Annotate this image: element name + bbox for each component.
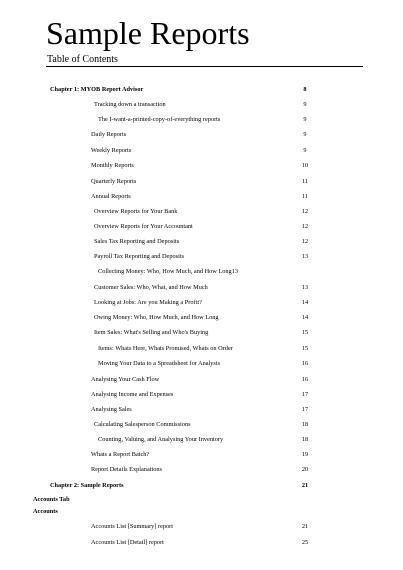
toc-entry-title: Analysing Your Cash Flow xyxy=(91,376,160,383)
toc-entry-title: Quarterly Reports xyxy=(91,178,137,185)
toc-entry-page-number: 11 xyxy=(301,193,309,200)
toc-entry-page-number: 11 xyxy=(301,178,309,185)
toc-entry-title: Analysing Sales xyxy=(91,406,132,413)
toc-entry-page-number: 10 xyxy=(301,162,309,169)
toc-entry[interactable] xyxy=(0,343,403,355)
toc-entry[interactable] xyxy=(0,84,403,96)
toc-entry-title: The I-want-a-printed-copy-of-everything reports xyxy=(98,116,221,123)
toc-entry[interactable] xyxy=(0,206,403,218)
toc-entry-title: Accounts List [Summary] report xyxy=(91,523,174,530)
toc-entry[interactable] xyxy=(0,537,403,549)
toc-entry-page-number: 20 xyxy=(301,466,309,473)
toc-entry[interactable] xyxy=(0,221,403,233)
toc-entry-title: Collecting Money: Who, How Much, and How Long13 xyxy=(98,268,238,275)
toc-entry[interactable] xyxy=(0,358,403,370)
toc-entry-page-number: 16 xyxy=(301,376,309,383)
toc-entry-page-number: 9 xyxy=(303,116,307,123)
toc-entry-title: Annual Reports xyxy=(91,193,131,200)
toc-entry-title: Owing Money: Who, How Much, and How Long xyxy=(94,314,219,321)
toc-entry[interactable] xyxy=(0,297,403,309)
toc-entry[interactable] xyxy=(0,521,403,533)
toc-entry[interactable] xyxy=(0,312,403,324)
toc-entry-page-number: 21 xyxy=(301,523,309,530)
toc-entry[interactable] xyxy=(0,251,403,263)
toc-entry[interactable] xyxy=(0,266,403,278)
toc-entry-page-number: 19 xyxy=(301,451,309,458)
toc-entry[interactable] xyxy=(0,160,403,172)
toc-entry-title: Item Sales: What's Selling and Who's Buying xyxy=(94,329,209,336)
toc-entry-title: Daily Reports xyxy=(91,131,127,138)
toc-entry-page-number: 9 xyxy=(303,131,307,138)
toc-entry[interactable] xyxy=(0,114,403,126)
toc-entry-page-number: 12 xyxy=(301,238,309,245)
toc-entry[interactable] xyxy=(0,129,403,141)
toc-entry-title: Overview Reports for Your Accountant xyxy=(94,223,193,230)
toc-entry-page-number: 25 xyxy=(301,539,309,546)
toc-entry-title: Weekly Reports xyxy=(91,147,132,154)
toc-entry-page-number: 8 xyxy=(303,86,307,93)
toc-entry-page-number: 21 xyxy=(301,482,309,489)
toc-entry-title: Items: Whats Here, Whats Promised, Whats on Order xyxy=(98,345,233,352)
toc-entry[interactable] xyxy=(0,434,403,446)
toc-entry[interactable] xyxy=(0,99,403,111)
toc-entry-title: Monthly Reports xyxy=(91,162,134,169)
toc-entry-page-number: 18 xyxy=(301,421,309,428)
toc-entry[interactable] xyxy=(0,374,403,386)
toc-entry[interactable] xyxy=(0,480,403,492)
toc-entry-title: Sales Tax Reporting and Deposits xyxy=(94,238,180,245)
toc-entry-page-number: 14 xyxy=(301,299,309,306)
toc-entry-page-number: 16 xyxy=(301,360,309,367)
toc-entry-title: Calculating Salesperson Commissions xyxy=(94,421,191,428)
toc-entry[interactable] xyxy=(0,191,403,203)
document-title: Sample Reports xyxy=(46,15,250,51)
toc-entry-title: Analysing Income and Expenses xyxy=(91,391,174,398)
toc-entry-title: Accounts List [Detail] report xyxy=(91,539,164,546)
toc-entry[interactable] xyxy=(0,176,403,188)
toc-entry-title: Report Details Explanations xyxy=(91,466,162,473)
toc-entry-title: Looking at Jobs: Are you Making a Profit? xyxy=(94,299,202,306)
toc-entry-page-number: 15 xyxy=(301,345,309,352)
toc-entry[interactable] xyxy=(0,145,403,157)
document-subtitle: Table of Contents xyxy=(47,54,118,65)
toc-entry-title: Customer Sales: Who, What, and How Much xyxy=(94,284,208,291)
toc-entry-page-number: 12 xyxy=(301,208,309,215)
toc-entry-page-number: 17 xyxy=(301,406,309,413)
toc-entry-title: Whats a Report Batch? xyxy=(91,451,150,458)
toc-entry-page-number: 15 xyxy=(301,329,309,336)
toc-entry[interactable] xyxy=(0,282,403,294)
toc-entry-title: Accounts xyxy=(33,508,58,515)
toc-entry[interactable] xyxy=(0,506,403,518)
toc-entry-page-number: 13 xyxy=(301,253,309,260)
toc-entry-page-number: 9 xyxy=(303,147,307,154)
toc-entry[interactable] xyxy=(0,236,403,248)
toc-entry-page-number: 9 xyxy=(303,101,307,108)
toc-entry-title: Counting, Valuing, and Analysing Your Inventory xyxy=(98,436,224,443)
toc-entry-title: Chapter 2: Sample Reports xyxy=(50,482,124,489)
toc-entry[interactable] xyxy=(0,419,403,431)
toc-entry[interactable] xyxy=(0,327,403,339)
toc-entry-page-number: 12 xyxy=(301,223,309,230)
toc-entry[interactable] xyxy=(0,494,403,506)
toc-entry[interactable] xyxy=(0,464,403,476)
toc-entry-title: Tracking down a transaction xyxy=(94,101,166,108)
toc-entry[interactable] xyxy=(0,449,403,461)
toc-entry-title: Payroll Tax Reporting and Deposits xyxy=(94,253,185,260)
toc-entry-title: Accounts Tab xyxy=(33,496,70,503)
toc-entry[interactable] xyxy=(0,389,403,401)
toc-entry-title: Overview Reports for Your Bank xyxy=(94,208,178,215)
toc-entry-page-number: 17 xyxy=(301,391,309,398)
toc-entry-title: Moving Your Data to a Spreadsheet for Analysis xyxy=(98,360,221,367)
toc-entry-page-number: 18 xyxy=(301,436,309,443)
toc-entry-page-number: 14 xyxy=(301,314,309,321)
toc-entry[interactable] xyxy=(0,404,403,416)
toc-entry-title: Chapter 1: MYOB Report Advisor xyxy=(50,86,144,93)
toc-entry-page-number: 13 xyxy=(301,284,309,291)
